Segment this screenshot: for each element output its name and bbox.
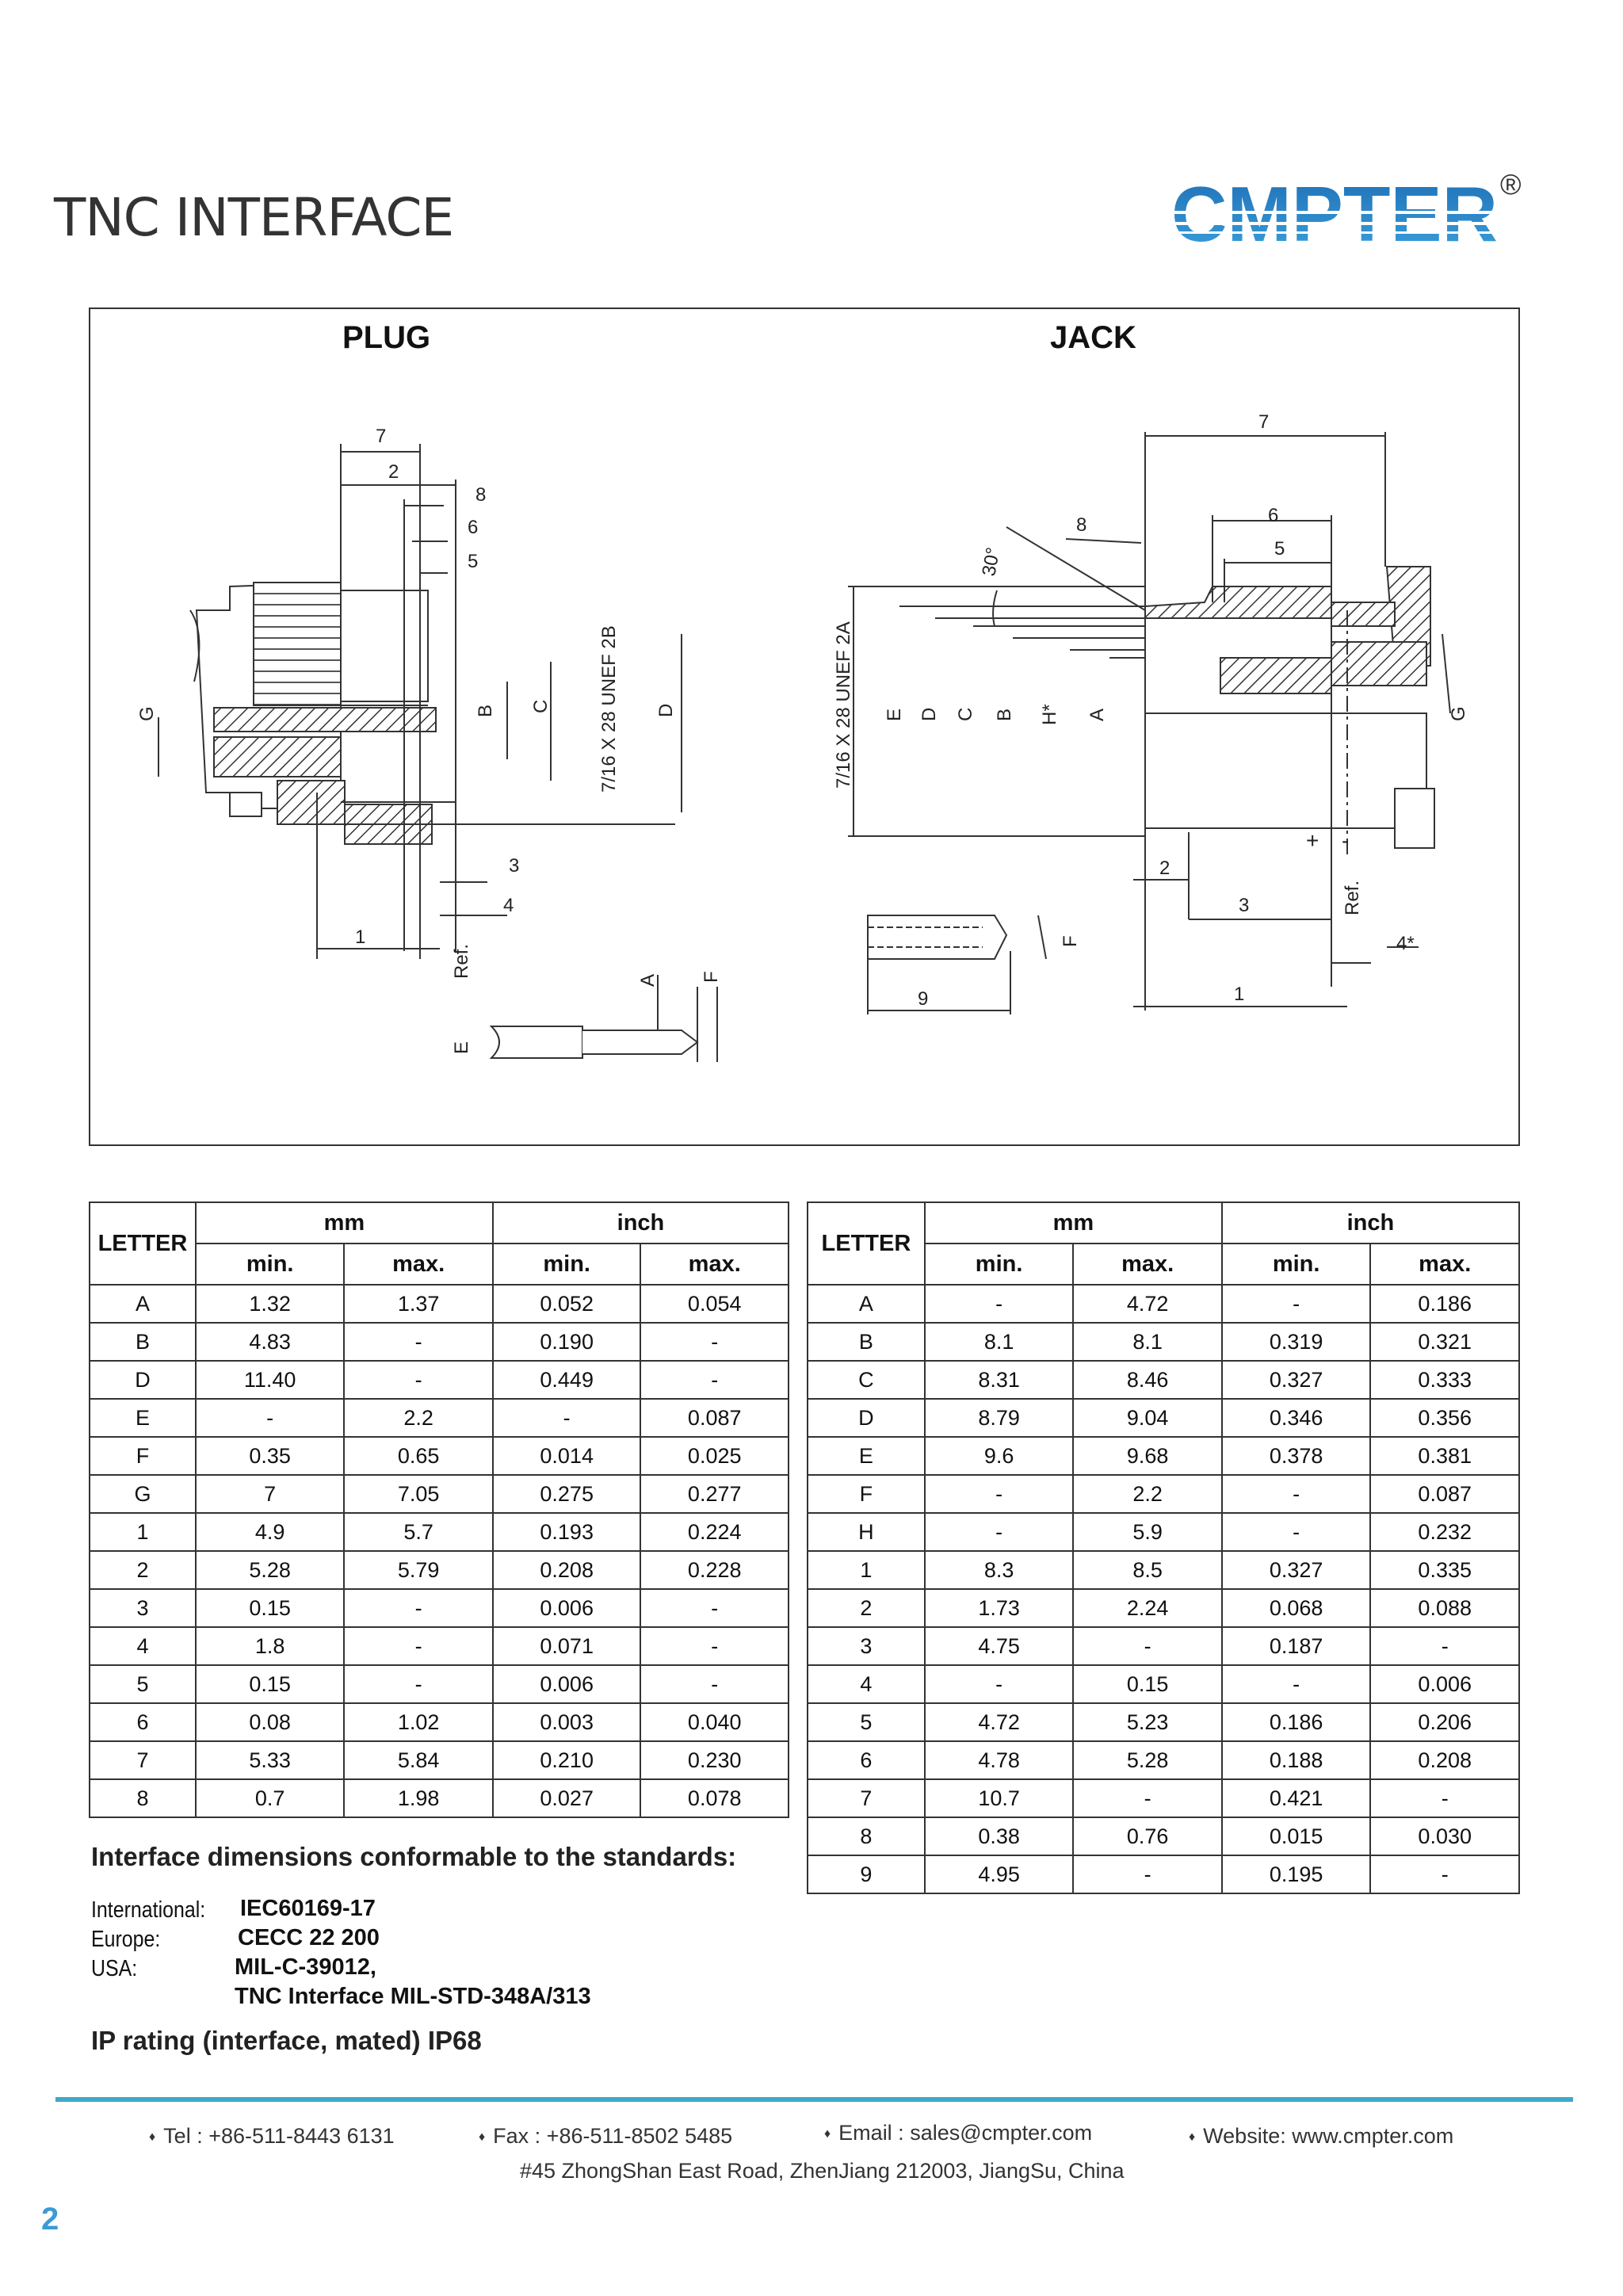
jack-plus-label: +: [1306, 828, 1319, 853]
value-cell: 0.381: [1370, 1437, 1519, 1475]
value-cell: 7: [196, 1475, 345, 1513]
plug-dim-G: G: [136, 706, 158, 721]
plug-ref-label: Ref.: [451, 943, 472, 979]
footer-email-text[interactable]: Email : sales@cmpter.com: [838, 2121, 1093, 2145]
value-cell: 4.72: [925, 1703, 1074, 1741]
value-cell: -: [925, 1285, 1074, 1323]
value-cell: 0.335: [1370, 1551, 1519, 1589]
plug-dim-8: 8: [475, 484, 487, 506]
jack-minus-label: -: [1342, 828, 1350, 853]
letter-cell: B: [90, 1323, 196, 1361]
value-cell: 0.186: [1222, 1703, 1371, 1741]
value-cell: 0.333: [1370, 1361, 1519, 1399]
value-cell: 8.1: [1073, 1323, 1222, 1361]
value-cell: 2.2: [1073, 1475, 1222, 1513]
max-header: max.: [1073, 1244, 1222, 1285]
value-cell: 8.1: [925, 1323, 1074, 1361]
jack-dim-E: E: [884, 708, 905, 721]
value-cell: 0.040: [640, 1703, 789, 1741]
letter-cell: 1: [808, 1551, 925, 1589]
value-cell: 0.228: [640, 1551, 789, 1589]
value-cell: -: [344, 1323, 493, 1361]
jack-dim-6: 6: [1268, 505, 1279, 526]
letter-cell: 1: [90, 1513, 196, 1551]
letter-cell: E: [808, 1437, 925, 1475]
letter-cell: 4: [90, 1627, 196, 1665]
value-cell: 0.76: [1073, 1817, 1222, 1855]
value-cell: 5.28: [196, 1551, 345, 1589]
value-cell: 0.15: [196, 1589, 345, 1627]
table-row: [808, 1285, 1519, 1323]
value-cell: 1.37: [344, 1285, 493, 1323]
letter-cell: D: [808, 1399, 925, 1437]
value-cell: 0.38: [925, 1817, 1074, 1855]
table-row: [808, 1817, 1519, 1855]
table-row: [808, 1703, 1519, 1741]
value-cell: 0.195: [1222, 1855, 1371, 1893]
value-cell: -: [1073, 1627, 1222, 1665]
letter-cell: 4: [808, 1665, 925, 1703]
table-row: [808, 1437, 1519, 1475]
table-row: [808, 1399, 1519, 1437]
table-row: [808, 1779, 1519, 1817]
value-cell: -: [344, 1627, 493, 1665]
value-cell: 0.003: [493, 1703, 641, 1741]
plug-dim-A: A: [637, 973, 659, 987]
value-cell: 0.327: [1222, 1551, 1371, 1589]
letter-cell: B: [808, 1323, 925, 1361]
plug-dim-7: 7: [376, 426, 387, 447]
value-cell: 8.5: [1073, 1551, 1222, 1589]
value-cell: 11.40: [196, 1361, 345, 1399]
value-cell: -: [1073, 1855, 1222, 1893]
jack-dim-F: F: [1060, 935, 1081, 947]
value-cell: -: [1370, 1779, 1519, 1817]
letter-cell: 3: [808, 1627, 925, 1665]
value-cell: 4.83: [196, 1323, 345, 1361]
letter-header: LETTER: [808, 1202, 925, 1285]
max-header: max.: [1370, 1244, 1519, 1285]
jack-dim-D: D: [918, 707, 940, 721]
jack-dim-A: A: [1086, 708, 1108, 721]
value-cell: 0.210: [493, 1741, 641, 1779]
letter-cell: A: [90, 1285, 196, 1323]
std-value-europe: CECC 22 200: [238, 1925, 380, 1950]
mm-header: mm: [925, 1202, 1222, 1244]
value-cell: 1.98: [344, 1779, 493, 1817]
value-cell: 0.187: [1222, 1627, 1371, 1665]
std-value-usa: MIL-C-39012,: [235, 1954, 376, 1980]
letter-cell: 6: [90, 1703, 196, 1741]
jack-dim-G: G: [1448, 706, 1469, 721]
value-cell: 0.321: [1370, 1323, 1519, 1361]
table-row: [90, 1513, 789, 1551]
value-cell: 0.025: [640, 1437, 789, 1475]
table-row: [808, 1627, 1519, 1665]
jack-drawing: [848, 432, 1450, 1014]
table-row: [90, 1323, 789, 1361]
value-cell: -: [344, 1589, 493, 1627]
value-cell: -: [925, 1475, 1074, 1513]
value-cell: 4.95: [925, 1855, 1074, 1893]
value-cell: 0.230: [640, 1741, 789, 1779]
letter-cell: C: [808, 1361, 925, 1399]
value-cell: -: [640, 1665, 789, 1703]
inch-header: inch: [1222, 1202, 1519, 1244]
value-cell: 0.054: [640, 1285, 789, 1323]
table-row: [90, 1589, 789, 1627]
letter-cell: 3: [90, 1589, 196, 1627]
letter-cell: 6: [808, 1741, 925, 1779]
value-cell: 5.9: [1073, 1513, 1222, 1551]
value-cell: 9.6: [925, 1437, 1074, 1475]
max-header: max.: [344, 1244, 493, 1285]
value-cell: 0.088: [1370, 1589, 1519, 1627]
plug-dim-3: 3: [509, 855, 520, 877]
value-cell: 2.24: [1073, 1589, 1222, 1627]
value-cell: 0.15: [1073, 1665, 1222, 1703]
value-cell: 0.006: [493, 1665, 641, 1703]
value-cell: 0.015: [1222, 1817, 1371, 1855]
value-cell: 4.78: [925, 1741, 1074, 1779]
std-label-europe: Europe:: [91, 1927, 161, 1952]
value-cell: 0.327: [1222, 1361, 1371, 1399]
value-cell: -: [1222, 1665, 1371, 1703]
plug-dim-B: B: [475, 704, 496, 717]
plug-dim-E: E: [451, 1041, 472, 1054]
value-cell: 5.7: [344, 1513, 493, 1551]
max-header: max.: [640, 1244, 789, 1285]
plug-dim-5: 5: [468, 551, 479, 572]
footer-tel-text: Tel : +86-511-8443 6131: [163, 2124, 395, 2148]
value-cell: 0.378: [1222, 1437, 1371, 1475]
footer-address: #45 ZhongShan East Road, ZhenJiang 212003, JiangSu, China: [520, 2159, 1125, 2183]
page-number: 2: [41, 2202, 59, 2237]
mm-header: mm: [196, 1202, 493, 1244]
value-cell: 1.73: [925, 1589, 1074, 1627]
letter-cell: F: [808, 1475, 925, 1513]
min-header: min.: [925, 1244, 1074, 1285]
jack-dim-7: 7: [1258, 411, 1270, 433]
value-cell: 0.014: [493, 1437, 641, 1475]
table-row: [90, 1437, 789, 1475]
jack-dim-4: 4*: [1396, 933, 1415, 954]
letter-cell: 5: [808, 1703, 925, 1741]
diamond-bullet-icon: ♦: [149, 2130, 156, 2144]
plug-drawing: [158, 444, 717, 1062]
letter-cell: F: [90, 1437, 196, 1475]
footer-fax-text: Fax : +86-511-8502 5485: [493, 2124, 733, 2148]
plug-dim-4: 4: [503, 895, 514, 916]
footer-tel: [149, 2124, 395, 2149]
plug-dim-2: 2: [388, 461, 399, 483]
table-row: [808, 1665, 1519, 1703]
diamond-bullet-icon: ♦: [824, 2126, 831, 2141]
table-row: [808, 1513, 1519, 1551]
table-row: [808, 1361, 1519, 1399]
table-row: [90, 1703, 789, 1741]
jack-dim-B: B: [994, 708, 1015, 721]
plug-dim-D: D: [655, 703, 677, 717]
plug-title: PLUG: [342, 320, 431, 355]
table-row: [90, 1627, 789, 1665]
value-cell: -: [640, 1323, 789, 1361]
value-cell: 0.071: [493, 1627, 641, 1665]
letter-cell: E: [90, 1399, 196, 1437]
value-cell: 0.027: [493, 1779, 641, 1817]
table-row: [90, 1285, 789, 1323]
value-cell: 0.15: [196, 1665, 345, 1703]
jack-ref-label: Ref.: [1342, 880, 1363, 915]
value-cell: 0.356: [1370, 1399, 1519, 1437]
value-cell: 0.208: [493, 1551, 641, 1589]
plug-dim-1: 1: [355, 926, 366, 948]
value-cell: -: [925, 1665, 1074, 1703]
std-label-international: International:: [91, 1897, 206, 1923]
letter-cell: 2: [90, 1551, 196, 1589]
letter-header: LETTER: [90, 1202, 196, 1285]
value-cell: 0.078: [640, 1779, 789, 1817]
value-cell: 4.75: [925, 1627, 1074, 1665]
plug-dim-C: C: [530, 699, 552, 713]
value-cell: -: [1222, 1513, 1371, 1551]
value-cell: 0.08: [196, 1703, 345, 1741]
jack-dimension-table: [807, 1201, 1520, 1894]
min-header: min.: [493, 1244, 641, 1285]
letter-cell: 7: [808, 1779, 925, 1817]
table-row: [90, 1551, 789, 1589]
value-cell: 5.23: [1073, 1703, 1222, 1741]
letter-cell: 9: [808, 1855, 925, 1893]
value-cell: -: [1370, 1855, 1519, 1893]
value-cell: -: [344, 1361, 493, 1399]
value-cell: 0.190: [493, 1323, 641, 1361]
value-cell: 5.84: [344, 1741, 493, 1779]
value-cell: 0.275: [493, 1475, 641, 1513]
page-title: TNC INTERFACE: [54, 187, 454, 248]
jack-dim-5: 5: [1274, 538, 1285, 560]
jack-dim-H: H*: [1039, 704, 1060, 725]
value-cell: -: [925, 1513, 1074, 1551]
value-cell: 5.33: [196, 1741, 345, 1779]
table-row: [90, 1361, 789, 1399]
letter-cell: H: [808, 1513, 925, 1551]
value-cell: 0.208: [1370, 1741, 1519, 1779]
value-cell: 9.68: [1073, 1437, 1222, 1475]
value-cell: -: [1370, 1627, 1519, 1665]
value-cell: 1.32: [196, 1285, 345, 1323]
value-cell: -: [1222, 1285, 1371, 1323]
table-row: [808, 1475, 1519, 1513]
inch-header: inch: [493, 1202, 789, 1244]
plug-dim-6: 6: [468, 517, 479, 538]
value-cell: 8.46: [1073, 1361, 1222, 1399]
plug-dimension-table: [89, 1201, 789, 1818]
table-row: [90, 1475, 789, 1513]
value-cell: 10.7: [925, 1779, 1074, 1817]
value-cell: -: [344, 1665, 493, 1703]
value-cell: 0.052: [493, 1285, 641, 1323]
value-cell: 7.05: [344, 1475, 493, 1513]
jack-title: JACK: [1050, 320, 1136, 355]
diamond-bullet-icon: ♦: [1189, 2130, 1196, 2144]
value-cell: 5.28: [1073, 1741, 1222, 1779]
value-cell: 0.224: [640, 1513, 789, 1551]
table-row: [808, 1323, 1519, 1361]
jack-dim-2: 2: [1159, 858, 1170, 879]
std-label-usa: USA:: [91, 1956, 138, 1981]
value-cell: 0.068: [1222, 1589, 1371, 1627]
table-row: [90, 1779, 789, 1817]
value-cell: -: [1222, 1475, 1371, 1513]
value-cell: 0.421: [1222, 1779, 1371, 1817]
value-cell: 0.277: [640, 1475, 789, 1513]
diamond-bullet-icon: ♦: [479, 2130, 486, 2144]
footer-website: [1189, 2124, 1453, 2149]
value-cell: 4.9: [196, 1513, 345, 1551]
value-cell: 8.79: [925, 1399, 1074, 1437]
value-cell: 0.346: [1222, 1399, 1371, 1437]
value-cell: 0.449: [493, 1361, 641, 1399]
jack-dim-8: 8: [1076, 514, 1087, 536]
value-cell: 4.72: [1073, 1285, 1222, 1323]
value-cell: -: [196, 1399, 345, 1437]
value-cell: 0.087: [640, 1399, 789, 1437]
plug-thread-label: 7/16 X 28 UNEF 2B: [598, 625, 620, 793]
table-row: [808, 1855, 1519, 1893]
table-row: [90, 1399, 789, 1437]
table-row: [808, 1741, 1519, 1779]
table-row: [808, 1589, 1519, 1627]
value-cell: -: [640, 1589, 789, 1627]
value-cell: -: [640, 1361, 789, 1399]
letter-cell: 7: [90, 1741, 196, 1779]
plug-dim-F: F: [701, 971, 722, 983]
value-cell: 0.006: [493, 1589, 641, 1627]
jack-angle-label: 30°: [978, 545, 1005, 579]
letter-cell: 8: [90, 1779, 196, 1817]
jack-dim-1: 1: [1234, 984, 1245, 1005]
jack-dim-9: 9: [918, 988, 929, 1010]
letter-cell: D: [90, 1361, 196, 1399]
value-cell: 0.65: [344, 1437, 493, 1475]
table-row: [90, 1665, 789, 1703]
letter-cell: 5: [90, 1665, 196, 1703]
table-row: [90, 1741, 789, 1779]
jack-dim-3: 3: [1239, 895, 1250, 916]
registered-mark: ®: [1500, 168, 1522, 201]
value-cell: 0.188: [1222, 1741, 1371, 1779]
table-row: [808, 1551, 1519, 1589]
std-value-tnc-interface: TNC Interface MIL-STD-348A/313: [235, 1984, 591, 2009]
value-cell: -: [493, 1399, 641, 1437]
value-cell: 0.319: [1222, 1323, 1371, 1361]
value-cell: 0.232: [1370, 1513, 1519, 1551]
letter-cell: A: [808, 1285, 925, 1323]
footer-website-text[interactable]: Website: www.cmpter.com: [1203, 2124, 1454, 2148]
letter-cell: G: [90, 1475, 196, 1513]
ip-rating: IP rating (interface, mated) IP68: [91, 2026, 482, 2055]
min-header: min.: [1222, 1244, 1371, 1285]
std-value-international: IEC60169-17: [240, 1896, 376, 1921]
value-cell: 9.04: [1073, 1399, 1222, 1437]
standards-heading: Interface dimensions conformable to the standards:: [91, 1842, 737, 1871]
footer-email: [824, 2121, 1092, 2145]
value-cell: 8.3: [925, 1551, 1074, 1589]
value-cell: 8.31: [925, 1361, 1074, 1399]
value-cell: -: [1073, 1779, 1222, 1817]
value-cell: 5.79: [344, 1551, 493, 1589]
value-cell: 1.02: [344, 1703, 493, 1741]
value-cell: 0.35: [196, 1437, 345, 1475]
value-cell: 0.206: [1370, 1703, 1519, 1741]
footer-rule: [55, 2097, 1573, 2102]
letter-cell: 8: [808, 1817, 925, 1855]
value-cell: 0.087: [1370, 1475, 1519, 1513]
min-header: min.: [196, 1244, 345, 1285]
value-cell: 1.8: [196, 1627, 345, 1665]
value-cell: 0.186: [1370, 1285, 1519, 1323]
jack-dim-C: C: [955, 707, 976, 721]
letter-cell: 2: [808, 1589, 925, 1627]
value-cell: -: [640, 1627, 789, 1665]
value-cell: 0.006: [1370, 1665, 1519, 1703]
value-cell: 2.2: [344, 1399, 493, 1437]
value-cell: 0.030: [1370, 1817, 1519, 1855]
footer-fax: [479, 2124, 732, 2149]
value-cell: 0.7: [196, 1779, 345, 1817]
value-cell: 0.193: [493, 1513, 641, 1551]
jack-thread-label: 7/16 X 28 UNEF 2A: [833, 621, 854, 789]
